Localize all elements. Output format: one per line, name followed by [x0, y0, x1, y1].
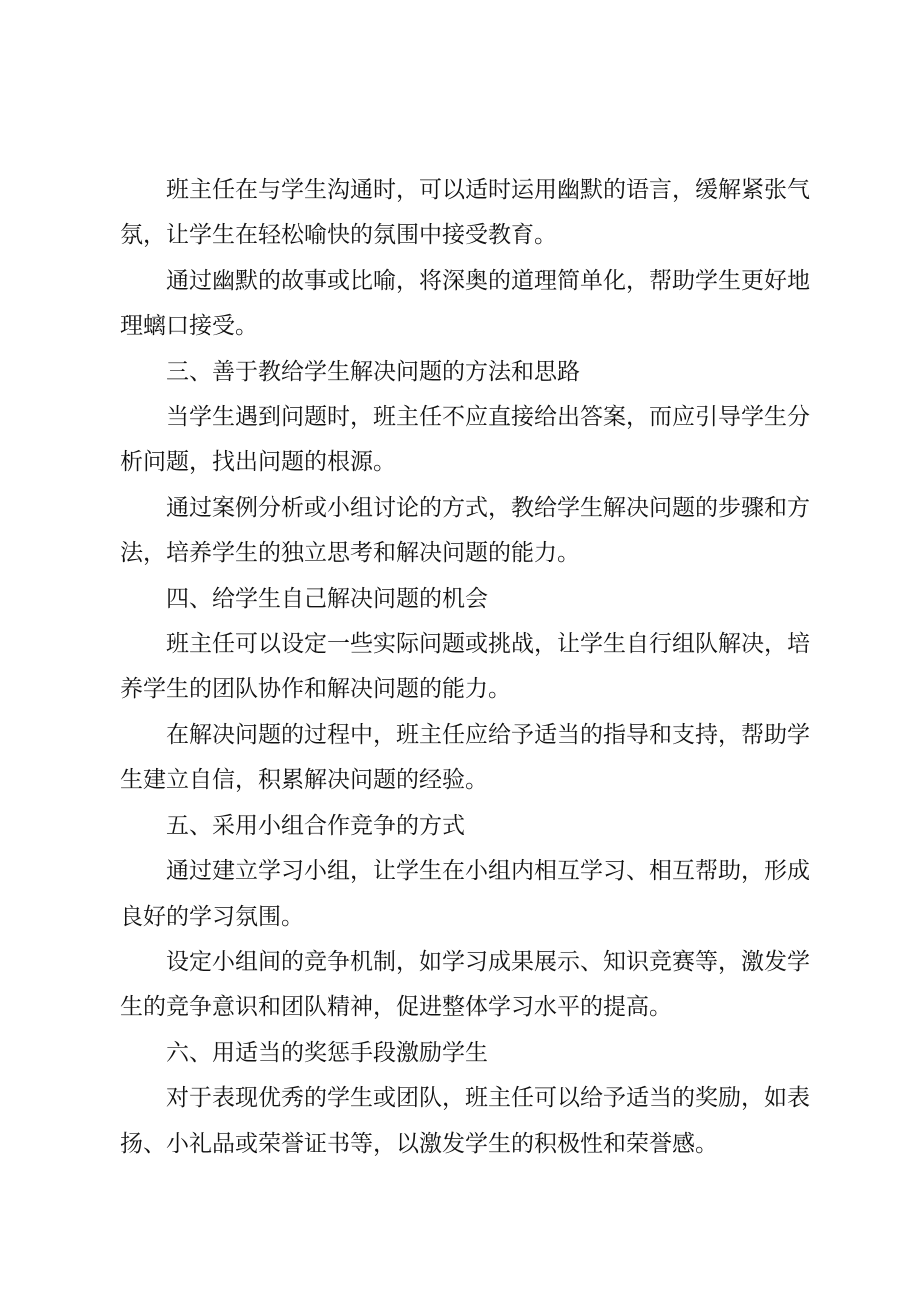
body-paragraph: 班主任可以设定一些实际问题或挑战，让学生自行组队解决，培养学生的团队协作和解决问题的能力。 [120, 631, 810, 703]
body-paragraph: 通过案例分析或小组讨论的方式，教给学生解决问题的步骤和方法，培养学生的独立思考和解决问题的能力。 [120, 494, 810, 567]
body-paragraph: 班主任在与学生沟通时，可以适时运用幽默的语言，缓解紧张气氛，让学生在轻松喻快的氛围中接受教育。 [120, 177, 810, 249]
section-heading: 三、善于教给学生解决问题的方法和思路 [166, 358, 580, 385]
section-heading: 四、给学生自己解决问题的机会 [166, 585, 488, 612]
section-heading: 五、采用小组合作竞争的方式 [166, 812, 465, 839]
body-paragraph: 对于表现优秀的学生或团队，班主任可以给予适当的奖励，如表扬、小礼品或荣誉证书等，以激发学生的积极性和荣誉感。 [120, 1085, 810, 1157]
body-paragraph: 通过建立学习小组，让学生在小组内相互学习、相互帮助，形成良好的学习氛围。 [120, 858, 810, 930]
body-paragraph: 在解决问题的过程中，班主任应给予适当的指导和支持，帮助学生建立自信，积累解决问题的经验。 [120, 721, 810, 794]
body-paragraph: 当学生遇到问题时，班主任不应直接给出答案，而应引导学生分析问题，找出问题的根源。 [120, 404, 810, 476]
document-body [120, 168, 810, 1167]
section-heading: 六、用适当的奖惩手段激励学生 [166, 1039, 488, 1066]
body-paragraph: 设定小组间的竞争机制，如学习成果展示、知识竞赛等，激发学生的竞争意识和团队精神，促进整体学习水平的提高。 [120, 948, 810, 1021]
body-paragraph: 通过幽默的故事或比喻，将深奥的道理简单化，帮助学生更好地理螭口接受。 [120, 267, 810, 340]
